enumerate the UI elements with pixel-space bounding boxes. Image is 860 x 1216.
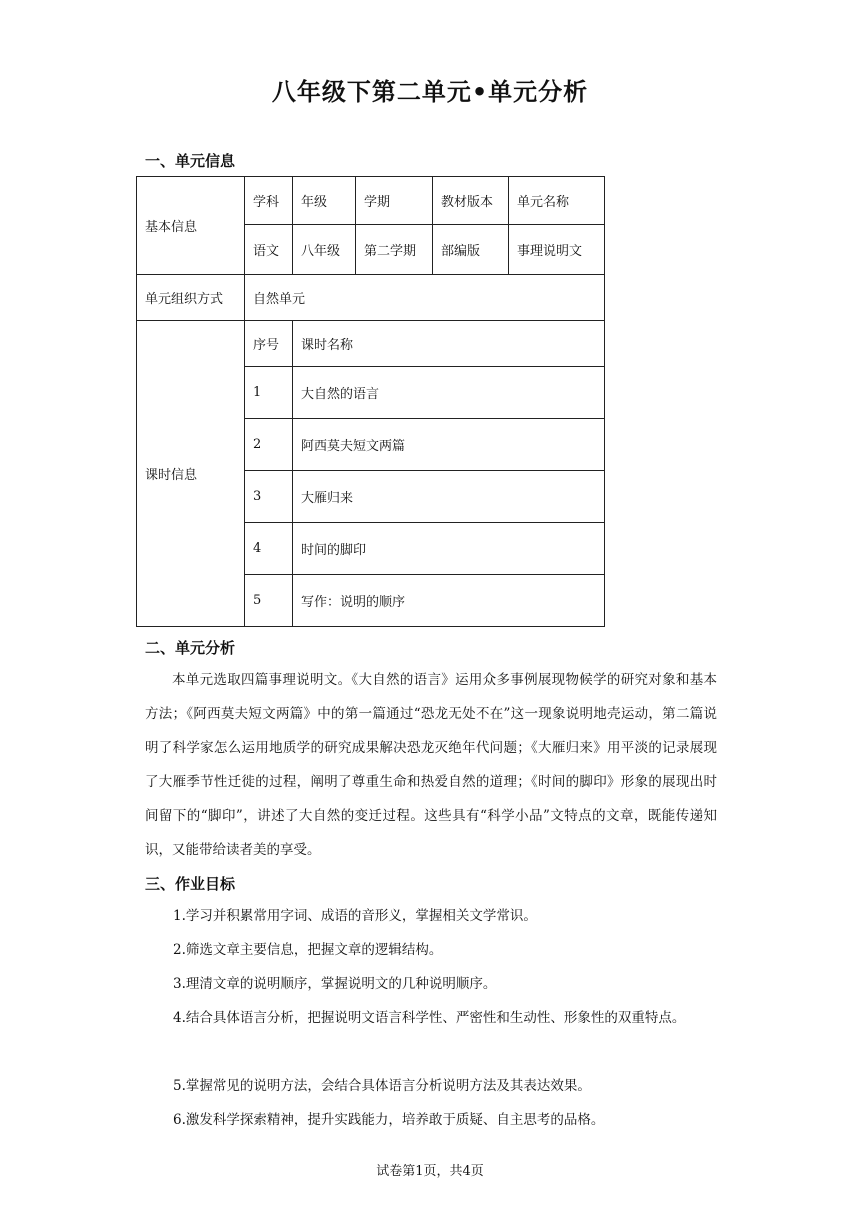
lesson-no: 3 xyxy=(245,471,293,523)
goal-item: 4.结合具体语言分析，把握说明文语言科学性、严密性和生动性、形象性的双重特点。 xyxy=(173,1010,686,1026)
goal-item: 1.学习并积累常用字词、成语的音形义，掌握相关文学常识。 xyxy=(173,908,537,924)
org-label: 单元组织方式 xyxy=(137,275,245,321)
header-term: 学期 xyxy=(356,177,433,225)
lesson-name: 阿西莫夫短文两篇 xyxy=(293,419,605,471)
lesson-no: 2 xyxy=(245,419,293,471)
section-heading-unit-analysis: 二、单元分析 xyxy=(145,639,236,657)
header-subject: 学科 xyxy=(245,177,293,225)
lesson-header-no: 序号 xyxy=(245,321,293,367)
goal-item: 3.理清文章的说明顺序，掌握说明文的几种说明顺序。 xyxy=(173,976,497,992)
lesson-no: 5 xyxy=(245,575,293,627)
basic-info-label: 基本信息 xyxy=(137,177,245,275)
value-grade: 八年级 xyxy=(293,225,356,275)
value-unit-name: 事理说明文 xyxy=(509,225,605,275)
value-edition: 部编版 xyxy=(433,225,509,275)
goal-item: 5.掌握常见的说明方法，会结合具体语言分析说明方法及其表达效果。 xyxy=(173,1078,591,1094)
lesson-name: 大雁归来 xyxy=(293,471,605,523)
goal-item: 2.筛选文章主要信息，把握文章的逻辑结构。 xyxy=(173,942,443,958)
value-subject: 语文 xyxy=(245,225,293,275)
analysis-paragraph: 本单元选取四篇事理说明文。《大自然的语言》运用众多事例展现物候学的研究对象和基本方法；《阿西莫夫短文两篇》中的第一篇通过“恐龙无处不在”这一现象说明地壳运动，第二篇说明了科学家怎么运用地质学的研究成果解决恐龙灭绝年代问题；《大雁归来》用平淡的记录展现了大雁季节性迁徙的过程，阐明了尊重生命和热爱自然的道理；《时间的脚印》形象的展现出时间留下的“脚印”，讲述了大自然的变迁过程。这些具有“科学小品”文特点的文章，既能传递知识，又能带给读者美的享受。 xyxy=(145,672,717,858)
section-heading-goals: 三、作业目标 xyxy=(145,875,236,893)
lesson-info-label: 课时信息 xyxy=(137,321,245,627)
page-footer: 试卷第1页，共4页 xyxy=(376,1164,484,1179)
org-value: 自然单元 xyxy=(245,275,605,321)
header-grade: 年级 xyxy=(293,177,356,225)
value-term: 第二学期 xyxy=(356,225,433,275)
lesson-no: 4 xyxy=(245,523,293,575)
section-heading-unit-info: 一、单元信息 xyxy=(145,152,236,170)
page-title: 八年级下第二单元•单元分析 xyxy=(271,78,589,106)
goal-item: 6.激发科学探索精神，提升实践能力，培养敢于质疑、自主思考的品格。 xyxy=(173,1112,605,1128)
unit-info-table xyxy=(136,176,605,627)
lesson-name: 大自然的语言 xyxy=(293,367,605,419)
lesson-name: 写作：说明的顺序 xyxy=(293,575,605,627)
lesson-no: 1 xyxy=(245,367,293,419)
lesson-name: 时间的脚印 xyxy=(293,523,605,575)
lesson-header-name: 课时名称 xyxy=(293,321,605,367)
header-unit-name: 单元名称 xyxy=(509,177,605,225)
header-edition: 教材版本 xyxy=(433,177,509,225)
